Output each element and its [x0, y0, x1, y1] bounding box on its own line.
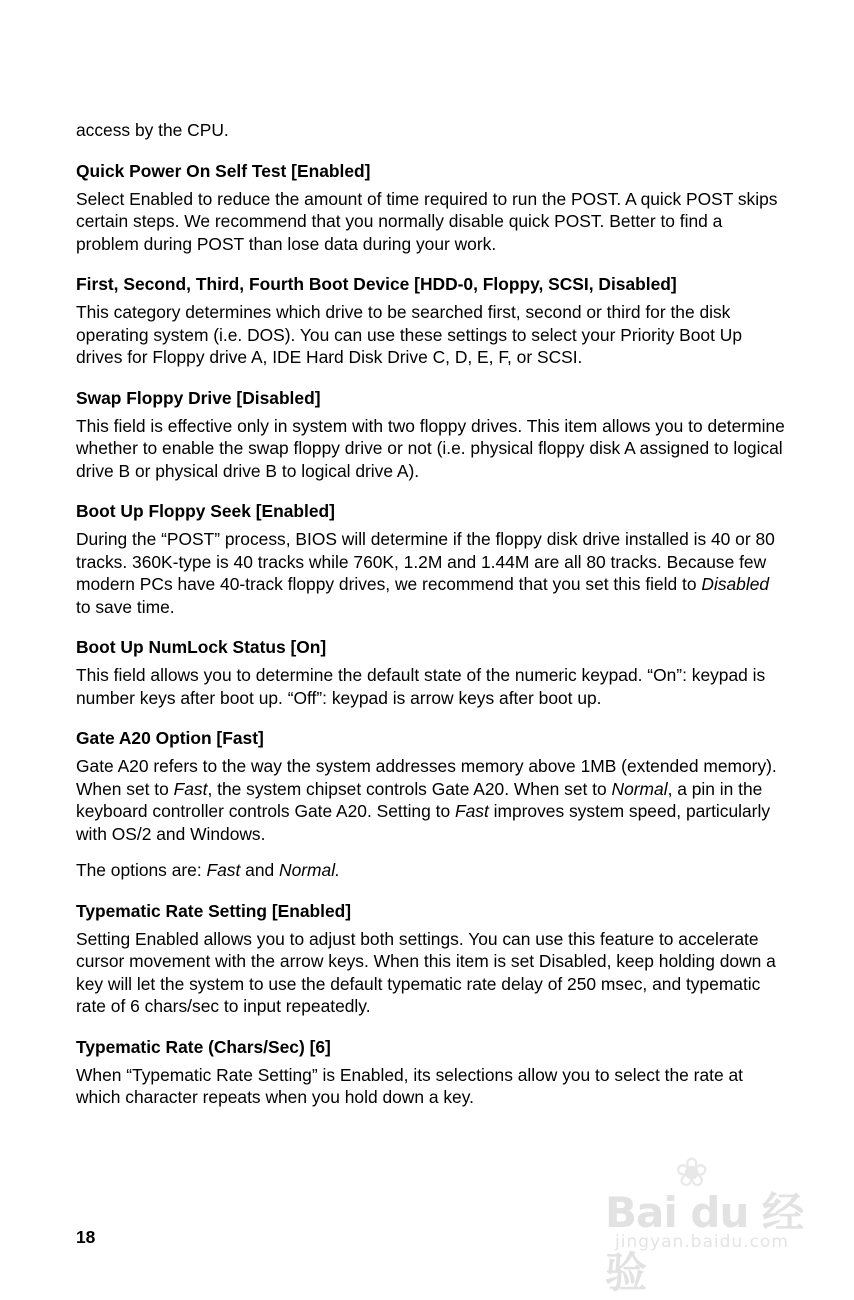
- options-line: [76, 859, 786, 882]
- body-text: Gate A20 refers to the way the system addresses memory above 1MB (extended memory). When set to: [76, 756, 777, 799]
- section-heading: Boot Up Floppy Seek [Enabled]: [76, 501, 335, 521]
- section-body: This field is effective only in system with two floppy drives. This item allows you to determine whether to enable the swap floppy drive or not (i.e. physical floppy disk A assigned to logical drive B or physical drive B to logical drive A).: [76, 415, 785, 481]
- option-fast: Fast: [206, 860, 241, 880]
- section-quick-post: [76, 160, 786, 256]
- option-normal: Normal.: [279, 860, 340, 880]
- section-swap-floppy: [76, 387, 786, 483]
- emphasis-text: Normal: [611, 778, 668, 799]
- emphasis-text: Fast: [454, 801, 489, 821]
- section-body: Setting Enabled allows you to adjust both settings. You can use this feature to accelerate cursor movement with the arrow keys. When this item is set Disabled, keep holding down a key will let the system to use the default typematic rate delay of 250 msec, and typematic rate of 6 chars/sec to input repeatedly.: [76, 928, 776, 1016]
- watermark-url: jingyan.baidu.com: [615, 1232, 789, 1252]
- page-number: 18: [76, 1227, 96, 1247]
- section-body: When “Typematic Rate Setting” is Enabled, its selections allow you to select the rate at which character repeats when you hold down a key.: [76, 1064, 743, 1107]
- section-floppy-seek: [76, 500, 786, 618]
- watermark-logo: Bai du 经验: [605, 1188, 803, 1297]
- manual-page-content: [76, 119, 786, 1109]
- section-numlock: [76, 636, 786, 709]
- options-prefix: The options are:: [76, 860, 207, 880]
- body-text: During the “POST” process, BIOS will determine if the floppy disk drive installed is 40 or 80 tracks. 360K-type is 40 tracks while 760K, 1.2M and 1.44M are all 80 tracks. Because few modern PCs have 40-track floppy drives, we recommend that you set this field to: [76, 529, 775, 594]
- section-gate-a20: [76, 727, 786, 882]
- baidu-jingyan-watermark: [605, 1150, 805, 1297]
- section-body: [76, 755, 786, 845]
- section-typematic-rate: [76, 1036, 786, 1109]
- paw-icon: ❀: [675, 1150, 709, 1196]
- section-heading: Boot Up NumLock Status [On]: [76, 637, 327, 657]
- body-text: , a pin in the keyboard controller controls Gate A20. Setting to: [76, 778, 763, 821]
- section-body: Select Enabled to reduce the amount of time required to run the POST. A quick POST skips certain steps. We recommend that you normally disable quick POST. Better to find a problem during POST than lose data during your work.: [76, 188, 778, 254]
- emphasis-text: Disabled: [701, 574, 770, 594]
- intro-text: access by the CPU.: [76, 120, 229, 140]
- section-body: This category determines which drive to be searched first, second or third for the disk operating system (i.e. DOS). You can use these settings to select your Priority Boot Up drives for Floppy drive A, IDE Hard Disk Drive C, D, E, F, or SCSI.: [76, 302, 742, 367]
- section-heading: First, Second, Third, Fourth Boot Device [HDD-0, Floppy, SCSI, Disabled]: [76, 274, 677, 294]
- body-text: , the system chipset controls Gate A20. When set to: [207, 778, 612, 799]
- section-heading: Swap Floppy Drive [Disabled]: [76, 387, 321, 408]
- section-body: [76, 528, 786, 618]
- body-text: improves system speed, particularly with OS/2 and Windows.: [76, 801, 771, 844]
- body-text: to save time.: [76, 596, 175, 617]
- section-heading: Typematic Rate (Chars/Sec) [6]: [76, 1036, 331, 1057]
- section-body: This field allows you to determine the default state of the numeric keypad. “On”: keypad is number keys after boot up. “Off”: keypad is arrow keys after boot up.: [76, 665, 766, 708]
- section-heading: Gate A20 Option [Fast]: [76, 728, 264, 748]
- section-boot-device: [76, 273, 786, 369]
- options-and: and: [240, 860, 280, 880]
- section-heading: Quick Power On Self Test [Enabled]: [76, 160, 371, 181]
- emphasis-text: Fast: [173, 778, 208, 799]
- section-typematic-setting: [76, 900, 786, 1018]
- section-heading: Typematic Rate Setting [Enabled]: [76, 900, 352, 921]
